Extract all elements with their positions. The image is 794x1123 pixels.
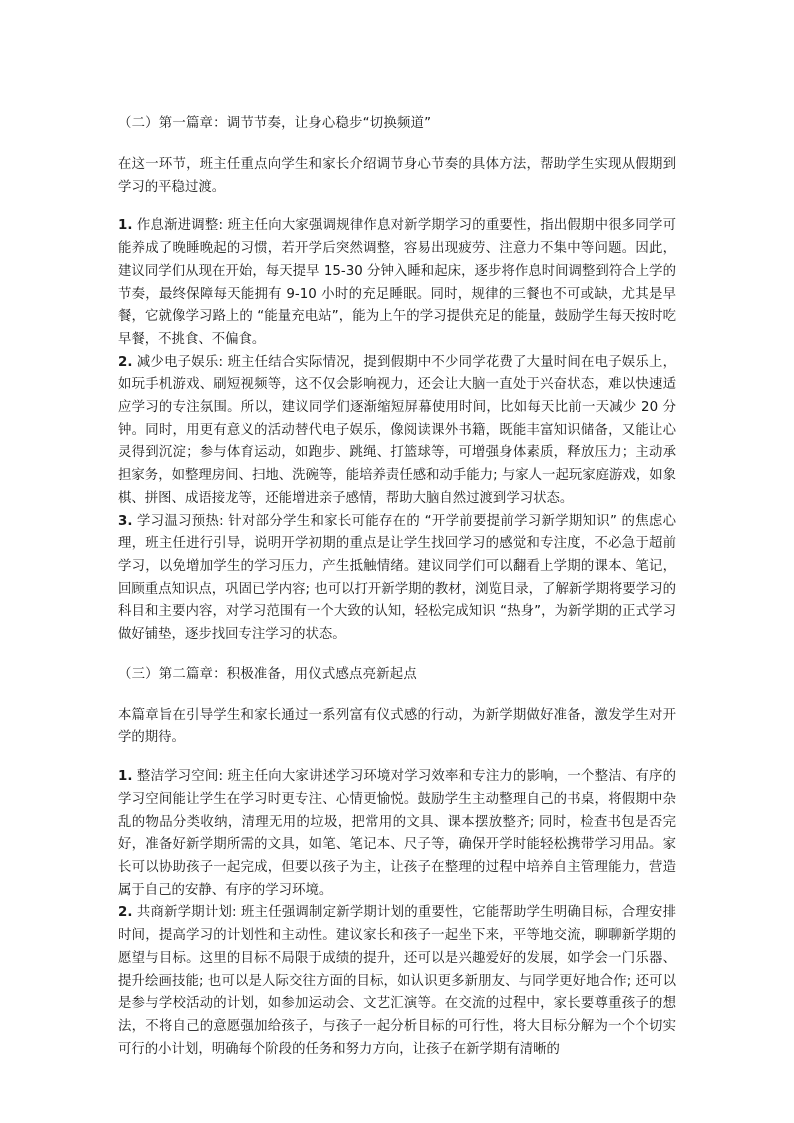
item-text: 作息渐进调整: 班主任向大家强调规律作息对新学期学习的重要性，指出假期中很多同学可能养成了晚睡晚起的习惯，若开学后突然调整，容易出现疲劳、注意力不集中等问题。因此，建议同学们从现在开始，每天提早 15-30 分钟入睡和起床，逐步将作息时间调整到符合上学的节奏，最终保障每天能拥有 9-10 小时的充足睡眠。同时，规律的三餐也不可或缺，尤其是早餐，它就像学习路上的 “能量充电站”，能为上午的学习提供充足的能量，鼓励学生每天按时吃早餐，不挑食、不偏食。: [118, 218, 676, 347]
item-number: 2.: [118, 354, 133, 370]
item-number: 1.: [118, 218, 133, 234]
document-body: [118, 112, 676, 1061]
item-text: 减少电子娱乐: 班主任结合实际情况，提到假期中不少同学花费了大量时间在电子娱乐上，如玩手机游戏、刷短视频等，这不仅会影响视力，还会让大脑一直处于兴奋状态，难以快速适应学习的专注氛围。所以，建议同学们逐渐缩短屏幕使用时间，比如每天比前一天减少 20 分钟。同时，用更有意义的活动替代电子娱乐，像阅读课外书籍，既能丰富知识储备，又能让心灵得到沉淀；参与体育运动，如跑步、跳绳、打篮球等，可增强身体素质，释放压力；主动承担家务，如整理房间、扫地、洗碗等，能培养责任感和动手能力; 与家人一起玩家庭游戏，如象棋、拼图、成语接龙等，还能增进亲子感情，帮助大脑自然过渡到学习状态。: [118, 354, 676, 506]
item-text: 共商新学期计划: 班主任强调制定新学期计划的重要性，它能帮助学生明确目标，合理安排时间，提高学习的计划性和主动性。建议家长和孩子一起坐下来，平等地交流，聊聊新学期的愿望与目标。这里的目标不局限于成绩的提升，还可以是兴趣爱好的发展，如学会一门乐器、提升绘画技能; 也可以是人际交往方面的目标，如认识更多新朋友、与同学更好地合作; 还可以是参与学校活动的计划，如参加运动会、文艺汇演等。在交流的过程中，家长要尊重孩子的想法，不将自己的意愿强加给孩子，与孩子一起分析目标的可行性，将大目标分解为一个个切实可行的小计划，明确每个阶段的任务和努力方向，让孩子在新学期有清晰的: [118, 905, 676, 1057]
item-number: 1.: [118, 769, 133, 785]
item-number: 2.: [118, 905, 133, 921]
section-3-item-1: [118, 766, 676, 902]
section-2-item-3: [118, 511, 676, 647]
item-text: 学习温习预热: 针对部分学生和家长可能存在的 “开学前要提前学习新学期知识” 的焦虑心理，班主任进行引导，说明开学初期的重点是让学生找回学习的感觉和专注度，不必急于超前学习，以免增加学生的学习压力，产生抵触情绪。建议同学们可以翻看上学期的课本、笔记，回顾重点知识点，巩固已学内容; 也可以打开新学期的教材，浏览目录，了解新学期将要学习的科目和主要内容，对学习范围有一个大致的认知，轻松完成知识 “热身”，为新学期的正式学习做好铺垫，逐步找回专注学习的状态。: [118, 513, 676, 643]
section-3-intro: 本篇章旨在引导学生和家长通过一系列富有仪式感的行动，为新学期做好准备，激发学生对开学的期待。: [118, 707, 676, 746]
section-2-intro: 在这一环节，班主任重点向学生和家长介绍调节身心节奏的具体方法，帮助学生实现从假期到学习的平稳过渡。: [118, 157, 676, 195]
item-text: 整洁学习空间: 班主任向大家讲述学习环境对学习效率和专注力的影响，一个整洁、有序的学习空间能让学生在学习时更专注、心情更愉悦。鼓励学生主动整理自己的书桌，将假期中杂乱的物品分类收纳，清理无用的垃圾，把常用的文具、课本摆放整齐; 同时，检查书包是否完好，准备好新学期所需的文具，如笔、笔记本、尺子等，确保开学时能轻松携带学习用品。家长可以协助孩子一起完成，但要以孩子为主，让孩子在整理的过程中培养自主管理能力，营造属于自己的安静、有序的学习环境。: [118, 769, 676, 898]
section-3-heading: （三）第二篇章：积极准备，用仪式感点亮新起点: [118, 666, 417, 682]
section-2-item-1: [118, 215, 676, 351]
item-number: 3.: [118, 513, 133, 529]
section-2-heading: （二）第一篇章：调节节奏，让身心稳步“切换频道”: [118, 116, 432, 131]
section-3-item-2: [118, 902, 676, 1061]
section-2-item-2: [118, 352, 676, 511]
